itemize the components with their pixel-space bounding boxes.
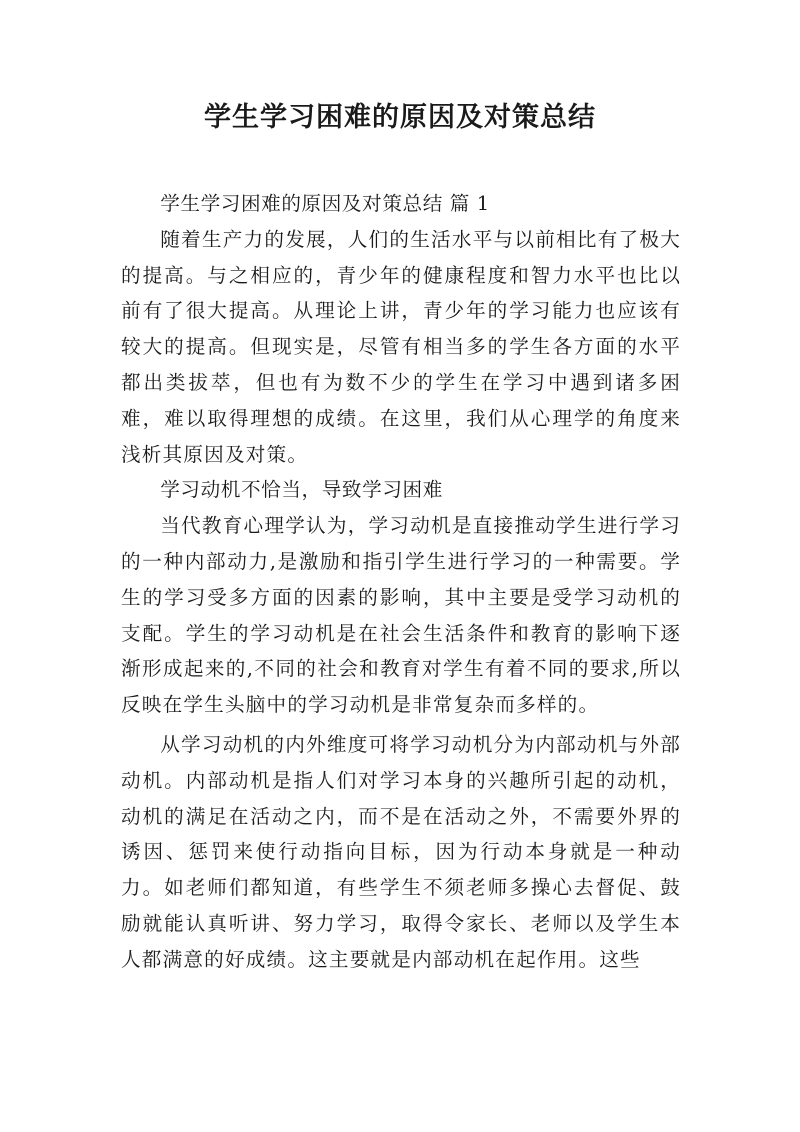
- document-body: [121, 186, 681, 978]
- paragraph-motivation: 当代教育心理学认为，学习动机是直接推动学生进行学习的一种内部动力,是激励和指引学生进行学习的一种需要。学生的学习受多方面的因素的影响，其中主要是受学习动机的支配。学生的学习动机是在社会生活条件和教育的影响下逐渐形成起来的,不同的社会和教育对学生有着不同的要求,所以反映在学生头脑中的学习动机是非常复杂而多样的。: [121, 514, 681, 717]
- document-title: 学生学习困难的原因及对策总结: [204, 102, 596, 133]
- paragraph-internal-external: 从学习动机的内外维度可将学习动机分为内部动机与外部动机。内部动机是指人们对学习本身的兴趣所引起的动机，动机的满足在活动之内，而不是在活动之外，不需要外界的诱因、惩罚来使行动指向目标，因为行动本身就是一种动力。如老师们都知道，有些学生不须老师多操心去督促、鼓励就能认真听讲、努力学习，取得令家长、老师以及学生本人都满意的好成绩。这主要就是内部动机在起作用。这些: [121, 732, 681, 971]
- section-heading: 学习动机不恰当，导致学习困难: [160, 478, 443, 502]
- paragraph-intro: 随着生产力的发展，人们的生活水平与以前相比有了极大的提高。与之相应的，青少年的健康程度和智力水平也比以前有了很大提高。从理论上讲，青少年的学习能力也应该有较大的提高。但现实是，尽管有相当多的学生各方面的水平都出类拔萃，但也有为数不少的学生在学习中遇到诸多困难，难以取得理想的成绩。在这里，我们从心理学的角度来浅析其原因及对策。: [121, 227, 681, 466]
- section-subtitle: 学生学习困难的原因及对策总结 篇 1: [160, 192, 490, 215]
